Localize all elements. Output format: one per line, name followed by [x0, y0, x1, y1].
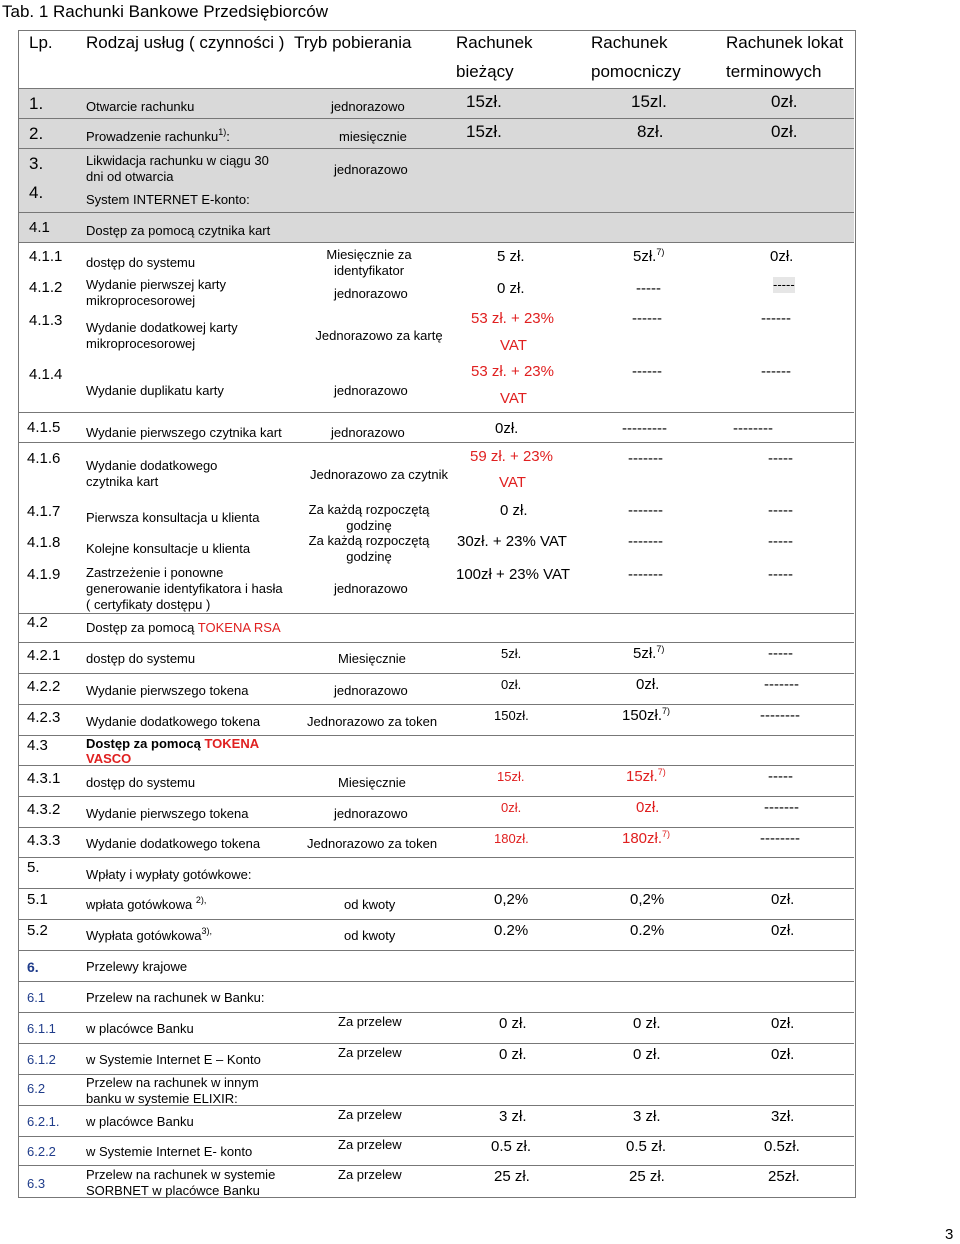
row-value-auxiliary: ------- [628, 450, 663, 467]
footnote-ref: 7) [656, 247, 665, 257]
row-value-deposit: ----- [768, 566, 793, 583]
row-value-current: 5 zł. [497, 248, 525, 265]
table-header [19, 31, 854, 89]
header-col3-line1: Rachunek lokat [726, 33, 844, 52]
row-mode: Za przelew [338, 1167, 402, 1182]
row-value-current: 3 zł. [499, 1108, 527, 1125]
row-value-current: 100zł + 23% VAT [456, 566, 571, 583]
row-value-auxiliary: 8zł. [637, 122, 664, 141]
row-lp: 3. [29, 154, 44, 173]
row-value-current: 0.2% [494, 922, 529, 939]
row-value-auxiliary: ------ [632, 363, 662, 380]
row-service-highlight-2: VASCO [86, 751, 132, 766]
row-service-highlight: TOKENA [204, 736, 260, 751]
row-service: Otwarcie rachunku [86, 99, 195, 114]
row-lp: 4.1.5 [27, 419, 61, 436]
table-row [19, 243, 854, 413]
row-mode: Jednorazowo za token [307, 836, 438, 851]
footnote-ref: 7) [662, 706, 671, 716]
row-service [86, 897, 206, 913]
row-value-deposit: 0zł. [771, 1015, 795, 1032]
table-row [19, 119, 854, 149]
row-value-current: 0zł. [501, 800, 522, 815]
row-value-deposit: ------- [764, 799, 799, 816]
row-lp: 6. [27, 959, 39, 975]
row-service: Przelew na rachunek w innym banku w systemie ELIXIR: [86, 1075, 259, 1106]
row-value-current: 0zł. [501, 677, 522, 692]
row-value-current: 0 zł. [499, 1015, 527, 1032]
row-value-auxiliary: ------- [628, 566, 663, 583]
table-row [19, 1137, 854, 1166]
row-lp: 1. [29, 94, 44, 113]
row-service: Wydanie dodatkowego czytnika kart [86, 458, 218, 489]
header-lp: Lp. [29, 33, 53, 52]
row-value-auxiliary: 0 zł. [633, 1015, 661, 1032]
row-value-deposit: ----- [773, 277, 795, 292]
row-service: Przelew na rachunek w systemie SORBNET w placówce Banku [86, 1167, 276, 1198]
row-mode: jednorazowo [334, 383, 408, 398]
row-mode: od kwoty [344, 928, 396, 943]
row-mode: Za przelew [338, 1014, 402, 1029]
row-lp: 4.3.2 [27, 801, 61, 818]
table-row [19, 797, 854, 828]
row-value-auxiliary: 3 zł. [633, 1108, 661, 1125]
row-mode: Jednorazowo za kartę [315, 328, 443, 343]
row-service: Przelew na rachunek w Banku: [86, 990, 265, 1005]
row-value-auxiliary: 0.5 zł. [626, 1138, 667, 1155]
row-lp: 6.1 [27, 990, 46, 1005]
row-service: Dostęp za pomocą czytnika kart [86, 223, 271, 238]
row-value-current: 150zł. [494, 708, 529, 723]
footnote-ref: 3), [201, 926, 213, 936]
row-mode: Miesięcznie [338, 651, 406, 666]
row-value-deposit: -------- [760, 707, 800, 724]
row-lp: 6.2 [27, 1081, 46, 1096]
row-mode: miesięcznie [339, 129, 407, 144]
page-number: 3 [945, 1226, 954, 1243]
row-service: w placówce Banku [86, 1114, 194, 1129]
table-row [19, 213, 854, 243]
table-row [19, 674, 854, 705]
row-value-deposit: ----- [768, 533, 793, 550]
header-col1-line1: Rachunek [456, 33, 533, 52]
row-service: Wpłaty i wypłaty gotówkowe: [86, 867, 252, 882]
table-row [19, 614, 854, 643]
row-value-deposit: ------ [761, 310, 791, 327]
row-service [86, 620, 281, 636]
value-text: 5zł. [633, 248, 657, 265]
row-service: Pierwsza konsultacja u klienta [86, 510, 260, 525]
row-lp: 6.2.2 [27, 1144, 56, 1159]
row-mode: Za przelew [338, 1045, 402, 1060]
row-lp: 4.2.2 [27, 678, 61, 695]
row-service [86, 736, 259, 752]
row-value-current: 0.5 zł. [491, 1138, 532, 1155]
row-value-current: 25 zł. [494, 1168, 530, 1185]
row-value-auxiliary: 15zl. [631, 92, 667, 111]
row-value-auxiliary [633, 646, 664, 662]
row-value-current: 59 zł. + 23% [470, 448, 553, 465]
row-service: w Systemie Internet E- konto [86, 1144, 253, 1159]
row-lp: 4.2.3 [27, 709, 61, 726]
row-lp: 4.1.9 [27, 566, 61, 583]
table-row [19, 1013, 854, 1044]
row-value-deposit: ----- [768, 768, 793, 785]
row-value-auxiliary: ------- [628, 533, 663, 550]
table-row [19, 443, 854, 614]
row-mode: Za każdą rozpoczętą godzinę [308, 533, 430, 564]
row-value-current: 5zł. [501, 646, 522, 661]
row-value-deposit: 0zł. [771, 922, 795, 939]
row-mode: jednorazowo [334, 581, 408, 596]
row-lp: 4.3.1 [27, 770, 61, 787]
row-lp: 4.1.6 [27, 450, 61, 467]
row-value-deposit: 25zł. [768, 1168, 800, 1185]
row-mode: Miesięcznie [338, 775, 406, 790]
row-lp: 4. [29, 183, 44, 202]
table-row [19, 643, 854, 674]
row-value-deposit: -------- [760, 830, 800, 847]
row-value-deposit: ------- [764, 676, 799, 693]
row-mode: jednorazowo [334, 286, 408, 301]
row-lp: 6.2.1. [27, 1114, 60, 1129]
row-value-auxiliary: ----- [636, 280, 661, 297]
row-value-deposit: ----- [768, 502, 793, 519]
row-value-current: 53 zł. + 23% [471, 310, 554, 327]
row-service: dostęp do systemu [86, 775, 196, 790]
row-lp: 4.1.2 [29, 279, 63, 296]
row-service: Wydanie pierwszego czytnika kart [86, 425, 282, 440]
row-service-text: Dostęp za pomocą [86, 620, 198, 635]
footnote-ref: 7) [656, 644, 665, 654]
row-service: Wydanie dodatkowego tokena [86, 836, 261, 851]
table-row [19, 982, 854, 1013]
row-value-deposit: 0zł. [771, 1046, 795, 1063]
row-value-deposit: ----- [768, 645, 793, 662]
value-text: 180zł. [622, 830, 663, 847]
row-value-current-vat: VAT [499, 474, 526, 491]
header-service: Rodzaj usług ( czynności ) [86, 33, 285, 52]
table-row [19, 1044, 854, 1075]
row-lp: 4.1.7 [27, 503, 61, 520]
row-service: dostęp do systemu [86, 651, 196, 666]
row-service: Kolejne konsultacje u klienta [86, 541, 251, 556]
row-value-auxiliary: ------ [632, 310, 662, 327]
row-mode: jednorazowo [334, 162, 408, 177]
row-value-current: 0 zł. [499, 1046, 527, 1063]
row-mode: od kwoty [344, 897, 396, 912]
row-lp: 6.3 [27, 1176, 46, 1191]
row-value-deposit: 3zł. [771, 1108, 795, 1125]
table-row [19, 149, 854, 213]
row-lp: 4.1.1 [29, 248, 63, 265]
footnote-ref: 7) [657, 767, 666, 777]
row-value-deposit: -------- [733, 420, 773, 437]
header-col2-line1: Rachunek [591, 33, 668, 52]
row-value-current-vat: VAT [500, 337, 527, 354]
row-value-auxiliary: 0zł. [636, 799, 660, 816]
row-value-auxiliary: 25 zł. [629, 1168, 665, 1185]
row-value-deposit: 0.5zł. [764, 1138, 800, 1155]
row-service-text: wpłata gotówkowa [86, 897, 196, 912]
row-value-deposit: ----- [768, 450, 793, 467]
row-value-auxiliary [622, 831, 670, 847]
value-text: 150zł. [622, 707, 663, 724]
row-value-current: 0,2% [494, 891, 529, 908]
row-mode: Miesięcznie za identyfikator [326, 247, 412, 278]
row-service: w placówce Banku [86, 1021, 194, 1036]
row-value-current: 15zł. [466, 122, 502, 141]
row-lp: 5.2 [27, 922, 48, 939]
value-text: 5zł. [633, 645, 657, 662]
table-row [19, 1166, 854, 1197]
row-service [86, 129, 230, 145]
row-value-auxiliary: 0.2% [630, 922, 665, 939]
row-value-auxiliary: 0 zł. [633, 1046, 661, 1063]
row-lp: 4.2 [27, 614, 48, 631]
row-service: Wydanie pierwszego tokena [86, 806, 249, 821]
row-service: Wydanie pierwszego tokena [86, 683, 249, 698]
header-col3-line2: terminowych [726, 62, 822, 81]
row-service: Wydanie pierwszej karty mikroprocesorowej [86, 277, 227, 308]
row-service: System INTERNET E-konto: [86, 192, 250, 207]
row-value-auxiliary: 0zł. [636, 676, 660, 693]
row-lp: 6.1.1 [27, 1021, 56, 1036]
row-value-current: 180zł. [494, 831, 529, 846]
table-row [19, 951, 854, 982]
row-lp: 6.1.2 [27, 1052, 56, 1067]
row-lp: 4.1.4 [29, 366, 63, 383]
row-value-current: 30zł. + 23% VAT [457, 533, 567, 550]
row-value-current: 0zł. [495, 420, 519, 437]
row-mode: jednorazowo [334, 806, 408, 821]
table-row [19, 858, 854, 889]
row-lp: 5. [27, 859, 40, 876]
row-lp: 4.2.1 [27, 647, 61, 664]
row-service: Przelewy krajowe [86, 959, 188, 974]
row-service-text: Wypłata gotówkowa [86, 928, 202, 943]
row-value-deposit: 0zł. [770, 248, 794, 265]
row-lp: 4.3 [27, 737, 48, 754]
row-value-deposit: 0zł. [771, 92, 798, 111]
table-row [19, 413, 854, 443]
row-lp: 4.3.3 [27, 832, 61, 849]
footnote-ref: 2), [195, 895, 207, 905]
row-value-auxiliary [633, 249, 664, 265]
row-value-current: 15zł. [466, 92, 502, 111]
row-value-auxiliary: 0,2% [630, 891, 665, 908]
row-lp: 4.1.3 [29, 312, 63, 329]
table-row [19, 705, 854, 736]
row-service-text: Dostęp za pomocą [86, 736, 205, 751]
header-col1-line2: bieżący [456, 62, 514, 81]
row-mode: jednorazowo [334, 683, 408, 698]
document-title: Tab. 1 Rachunki Bankowe Przedsiębiorców [2, 2, 329, 21]
table-row [19, 1075, 854, 1106]
row-value-auxiliary [626, 769, 666, 785]
footnote-ref: 1) [218, 127, 227, 137]
header-col2-line2: pomocniczy [591, 62, 681, 81]
row-value-current: 0 zł. [497, 280, 525, 297]
row-value-deposit: 0zł. [771, 891, 795, 908]
row-lp: 4.1 [29, 219, 50, 236]
row-lp: 4.1.8 [27, 534, 61, 551]
row-service [86, 928, 212, 944]
row-service: Zastrzeżenie i ponowne generowanie identyfikatora i hasła ( certyfikaty dostępu ) [86, 565, 283, 612]
row-service: w Systemie Internet E – Konto [86, 1052, 261, 1067]
row-mode: Za przelew [338, 1107, 402, 1122]
row-value-current: 53 zł. + 23% [471, 363, 554, 380]
table-row [19, 828, 854, 858]
row-value-auxiliary: --------- [622, 420, 667, 437]
row-mode: Za przelew [338, 1137, 402, 1152]
row-value-deposit: ------ [761, 363, 791, 380]
row-lp: 2. [29, 124, 44, 143]
row-value-deposit: 0zł. [771, 122, 798, 141]
row-value-current-vat: VAT [500, 390, 527, 407]
table-row [19, 889, 854, 920]
row-mode: jednorazowo [331, 425, 405, 440]
row-lp: 5.1 [27, 891, 48, 908]
row-value-current: 15zł. [497, 769, 525, 784]
row-mode: jednorazowo [331, 99, 405, 114]
table-row [19, 1106, 854, 1137]
row-service: dostęp do systemu [86, 255, 196, 270]
row-mode: Jednorazowo za token [307, 714, 438, 729]
table-row [19, 766, 854, 797]
row-mode: Jednorazowo za czytnik [309, 467, 448, 482]
footnote-ref: 7) [662, 829, 671, 839]
row-service: Wydanie dodatkowej karty mikroprocesorowej [86, 320, 238, 351]
row-service-highlight: TOKENA RSA [197, 620, 281, 635]
table-row [19, 920, 854, 951]
row-service: Wydanie dodatkowego tokena [86, 714, 261, 729]
row-value-auxiliary: ------- [628, 502, 663, 519]
row-service-suffix: : [226, 129, 230, 144]
table-row [19, 736, 854, 766]
row-value-auxiliary [622, 708, 670, 724]
row-service-text: Prowadzenie rachunku [86, 129, 219, 144]
row-value-current: 0 zł. [500, 502, 528, 519]
row-mode: Za każdą rozpoczętą godzinę [308, 502, 430, 533]
row-service: Likwidacja rachunku w ciągu 30 dni od otwarcia [86, 153, 269, 184]
table-row [19, 89, 854, 119]
value-text: 15zł. [626, 768, 658, 785]
header-mode: Tryb pobierania [294, 33, 412, 52]
row-service: Wydanie duplikatu karty [86, 383, 224, 398]
